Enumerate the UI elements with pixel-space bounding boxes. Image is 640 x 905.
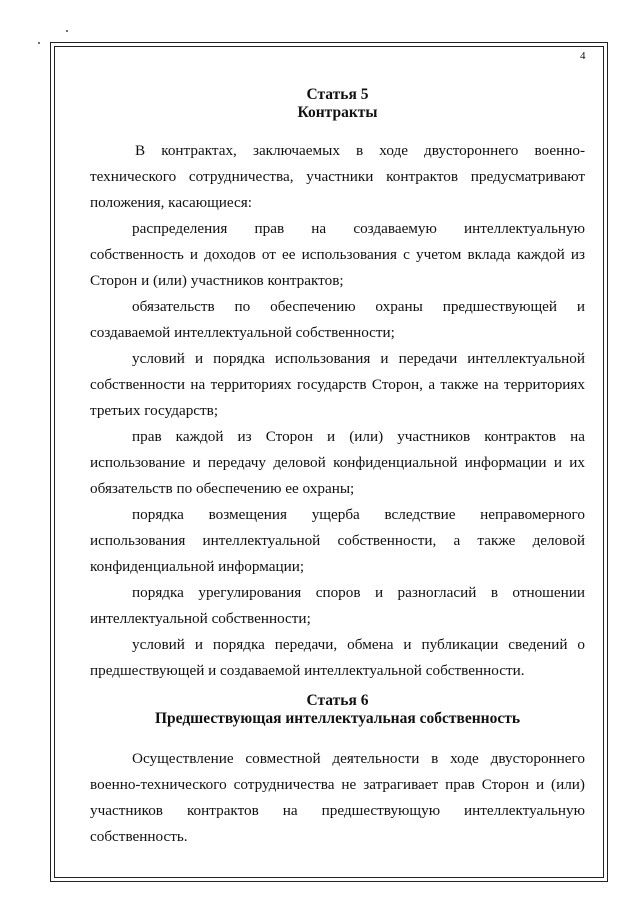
- article-6-title: Предшествующая интеллектуальная собственность: [154, 710, 521, 727]
- article-6-heading: [90, 692, 585, 728]
- article-6-text: Осуществление совместной деятельности в ходе двустороннего военно-технического сотрудничества не затрагивает прав Сторон и (или) участников контрактов на предшествующую интеллектуальную собственность.: [90, 750, 585, 845]
- article-5-number: Статья 5: [306, 86, 369, 103]
- article-5-item: условий и порядка использования и передачи интеллектуальной собственности на территориях государств Сторон, а также на территориях третьих государств;: [90, 350, 585, 419]
- article-5-intro: В контрактах, заключаемых в ходе двустороннего военно-технического сотрудничества, участники контрактов предусматривают положения, касающиеся:: [90, 142, 585, 211]
- scan-mark: [38, 42, 40, 44]
- article-5-item: обязательств по обеспечению охраны предшествующей и создаваемой интеллектуальной собственности;: [90, 298, 585, 341]
- page-number: 4: [580, 50, 586, 62]
- scan-mark: [66, 30, 68, 32]
- article-5-item: порядка возмещения ущерба вследствие неправомерного использования интеллектуальной собственности, а также деловой конфиденциальной информации;: [90, 506, 585, 575]
- article-5-heading: [90, 86, 585, 122]
- article-5-item: прав каждой из Сторон и (или) участников контрактов на использование и передачу деловой конфиденциальной информации и их обязательств по обеспечению ее охраны;: [90, 428, 585, 497]
- document-body: [90, 86, 585, 850]
- article-5-item: порядка урегулирования споров и разногласий в отношении интеллектуальной собственности;: [90, 584, 585, 627]
- article-5-title: Контракты: [297, 104, 378, 121]
- article-5-item: условий и порядка передачи, обмена и публикации сведений о предшествующей и создаваемой интеллектуальной собственности.: [90, 636, 585, 679]
- article-6-number: Статья 6: [306, 692, 369, 709]
- article-5-item: распределения прав на создаваемую интеллектуальную собственность и доходов от ее использования с учетом вклада каждой из Сторон и (или) участников контрактов;: [90, 220, 585, 289]
